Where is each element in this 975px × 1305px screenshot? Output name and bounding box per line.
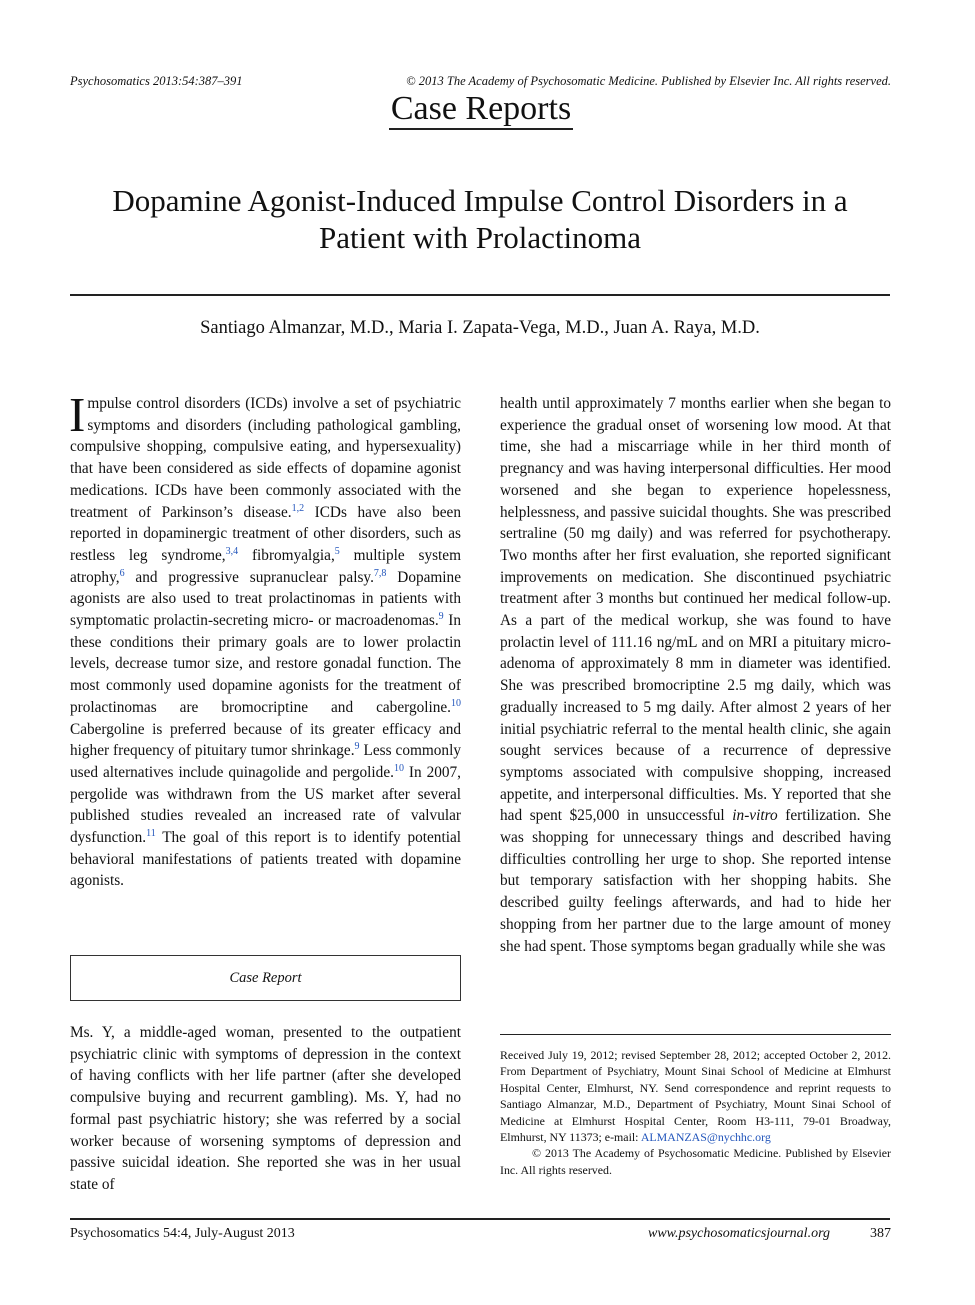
intro-text: The goal of this report is to identify potential behavioral manifestations of patients treated with dopamine agonists. bbox=[70, 829, 461, 890]
header-citation: Psychosomatics 2013:54:387–391 bbox=[70, 74, 243, 88]
intro-text: and progressive supranuclear palsy. bbox=[124, 568, 374, 586]
intro-text: In 2007, pergolide was withdrawn from the US market after several published studies revealed an increased rate of valvular dysfunction. bbox=[70, 763, 461, 847]
case-text: health until approximately 7 months earlier when she began to experience the gradual onset of worsening low mood. At that time, she had a miscarriage while in her third month of pregnancy and was having interpersonal difficulties. Her mood worsened and she began to experience hopelessness, helplessness, and passive suicidal thoughts. She was prescribed sertraline (50 mg daily) and was referred for psychotherapy. Two months after her first evaluation, she reported significant improvements on medication. She discontinued psychiatric treatment after 3 months but continued her medical follow-up. As a part of the medical workup, she was found to have prolactin level of 111.16 ng/mL and on MRI a pituitary micro-adenoma of approximately 8 mm in diameter was identified. She was prescribed bromocriptine 2.5 mg daily, which was gradually increased to 5 mg daily. After almost 2 years of her initial psychiatric referral to the mental health clinic, she again sought services because of a recurrence of depressive symptoms associated with compulsive shopping, increased appetite, and interpersonal difficulties. Ms. Y reported that she had spent $25,000 in unsuccessful bbox=[500, 395, 891, 825]
intro-text: multiple system atrophy, bbox=[70, 546, 461, 586]
citation-link[interactable]: 9 bbox=[438, 610, 444, 622]
footnote-received bbox=[500, 1047, 891, 1145]
footer-url-link[interactable]: www.psychosomaticsjournal.org bbox=[647, 1226, 830, 1241]
intro-text: mpulse control disorders (ICDs) involve a set of psychiatric symptoms and disorders (including pathological gambling, compulsive shopping, compulsive eating, and hypersexuality) that have been considered as side effects of dopamine agonist medications. ICDs have been commonly associated with the treatment of Parkinson’s disease. bbox=[70, 395, 461, 521]
case-paragraph-right bbox=[500, 393, 891, 957]
citation-link[interactable]: 7,8 bbox=[373, 567, 387, 579]
intro-text: Less commonly used alternatives include quinagolide and pergolide. bbox=[70, 742, 461, 781]
page-number: 387 bbox=[870, 1226, 891, 1241]
footnote-copyright: © 2013 The Academy of Psychosomatic Medicine. Published by Elsevier Inc. All rights reserved. bbox=[500, 1146, 891, 1177]
section-label-text: Case Reports bbox=[389, 90, 573, 130]
case-report-heading: Case Report bbox=[70, 955, 461, 1001]
header-copyright: © 2013 The Academy of Psychosomatic Medicine. Published by Elsevier Inc. All rights reserved. bbox=[406, 74, 891, 88]
footer-journal: Psychosomatics 54:4, July-August 2013 bbox=[70, 1226, 295, 1241]
intro-paragraph bbox=[69, 387, 461, 892]
footnote-text: Received July 19, 2012; revised September 28, 2012; accepted October 2, 2012. From Department of Psychiatry, Mount Sinai School of Medicine at Elmhurst Hospital Center, Elmhurst, NY. Send correspondence and reprint requests to Santiago Almanzar, M.D., Department of Psychiatry, Mount Sinai School of Medicine at Elmhurst Hospital Center, Room H3-111, 79-01 Broadway, Elmhurst, NY 11373; e-mail: bbox=[500, 1048, 891, 1145]
section-label bbox=[0, 90, 962, 128]
intro-text: Cabergoline is preferred because of its greater efficacy and higher frequency of pituitary tumor shrinkage. bbox=[70, 720, 461, 760]
citation-link[interactable]: 10 bbox=[451, 697, 461, 709]
footer-divider bbox=[70, 1218, 890, 1220]
email-link[interactable]: ALMANZAS@nychhc.org bbox=[640, 1130, 771, 1145]
citation-link[interactable]: 9 bbox=[354, 741, 360, 753]
drop-cap: I bbox=[69, 387, 86, 442]
citation-link[interactable]: 11 bbox=[146, 827, 156, 839]
case-column-right bbox=[500, 393, 891, 957]
citation-link[interactable]: 10 bbox=[393, 762, 404, 774]
case-text: fertilization. She was shopping for unnecessary things and described having difficulties controlling her urge to shop. She reported intense but temporary satisfaction with her shopping habits. She described guilty feelings afterwards, and had to hide her shopping from her partner due to the large amount of money she had spent. Those symptoms began gradually while she was bbox=[500, 807, 891, 955]
author-list: Santiago Almanzar, M.D., Maria I. Zapata-Vega, M.D., Juan A. Raya, M.D. bbox=[200, 318, 760, 338]
intro-text: ICDs have also been reported in dopaminergic treatment of other disorders, such as restless leg syndrome, bbox=[70, 503, 461, 564]
citation-link[interactable]: 3,4 bbox=[225, 545, 239, 557]
footnote bbox=[500, 1047, 891, 1178]
intro-text: Dopamine agonists are also used to treat prolactinomas in patients with symptomatic prolactin-secreting micro- or macroadenomas. bbox=[70, 568, 461, 630]
intro-text: fibromyalgia, bbox=[238, 546, 335, 564]
footnote-divider bbox=[500, 1034, 891, 1035]
citation-link[interactable]: 5 bbox=[334, 545, 340, 557]
intro-column bbox=[69, 387, 461, 892]
case-text-italic: in-vitro bbox=[732, 807, 778, 825]
case-paragraph-left: Ms. Y, a middle-aged woman, presented to the outpatient psychiatric clinic with symptoms of depression in the context of having conflicts with her life partner (after she developed compulsive buying and recurrent gambling). Ms. Y, had no formal past psychiatric history; she was referred by a social worker because of worsening symptoms of depression and passive suicidal ideation. She reported she was in her usual state of bbox=[70, 1024, 461, 1193]
citation-link[interactable]: 1,2 bbox=[291, 502, 305, 514]
intro-text: In these conditions their primary goals are to lower prolactin levels, decrease tumor size, and restore gonadal function. The most commonly used dopamine agonists for the treatment of prolactinomas are bromocriptine and cabergoline. bbox=[70, 612, 461, 716]
citation-link[interactable]: 6 bbox=[119, 567, 125, 579]
article-title: Dopamine Agonist-Induced Impulse Control Disorders in a Patient with Prolactinoma bbox=[112, 183, 848, 255]
title-divider bbox=[70, 294, 890, 296]
